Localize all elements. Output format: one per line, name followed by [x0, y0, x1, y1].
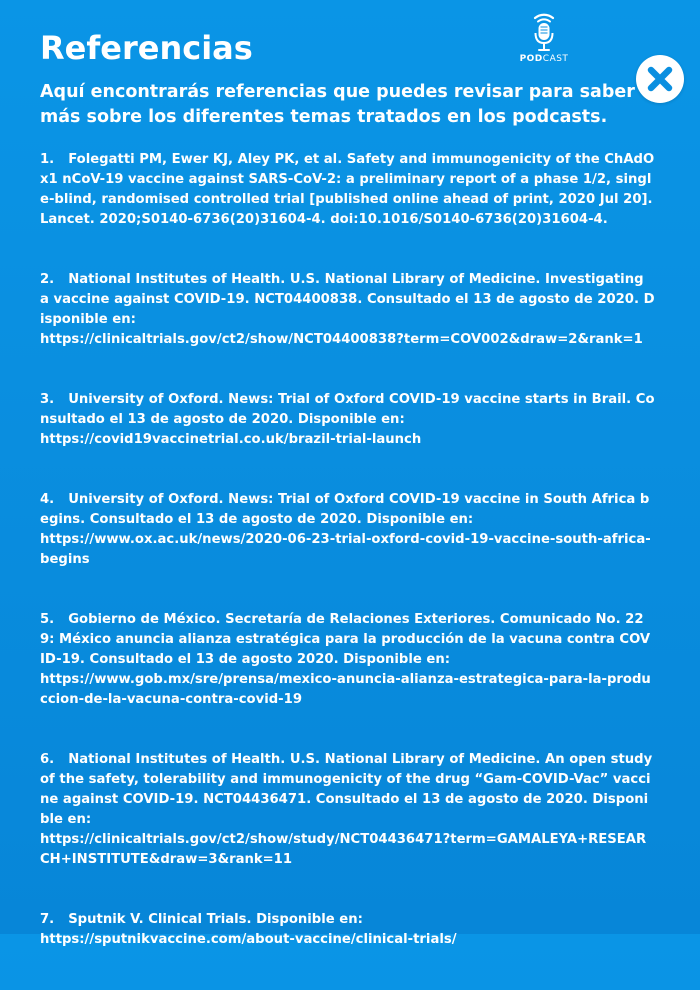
microphone-icon: [514, 12, 574, 52]
reference-number: 5.: [40, 612, 55, 627]
reference-text: Folegatti PM, Ewer KJ, Aley PK, et al. Safety and immunogenicity of the ChAdOx1 nCoV-19 vaccine against SARS-CoV-2: a preliminary report of a phase 1/2, single-blind, randomised controlled trial [published online ahead of print, 2020 Jul 20]. Lancet. 2020;S0140-6736(20)31604-4. doi:10.1016/S0140-6736(20)31604-4.: [40, 152, 655, 227]
reference-link[interactable]: https://www.gob.mx/sre/prensa/mexico-anuncia-alianza-estrategica-para-la-produccion-de-la-vacuna-contra-covid-19: [40, 672, 651, 707]
reference-item-6: [40, 750, 655, 870]
reference-text: Sputnik V. Clinical Trials. Disponible en:: [68, 912, 363, 927]
reference-link[interactable]: https://clinicaltrials.gov/ct2/show/NCT04400838?term=COV002&draw=2&rank=1: [40, 332, 643, 347]
reference-number: 2.: [40, 272, 55, 287]
reference-link[interactable]: https://sputnikvaccine.com/about-vaccine/clinical-trials/: [40, 932, 457, 947]
reference-text: University of Oxford. News: Trial of Oxford COVID-19 vaccine starts in Brail. Consultado el 13 de agosto de 2020. Disponible en:: [40, 392, 655, 427]
reference-number: 3.: [40, 392, 55, 407]
close-button[interactable]: [636, 55, 684, 103]
reference-number: 7.: [40, 912, 55, 927]
podcast-logo: [514, 12, 574, 74]
reference-item-1: [40, 150, 655, 230]
reference-item-2: [40, 270, 655, 350]
logo-text: [514, 54, 574, 64]
reference-text: National Institutes of Health. U.S. National Library of Medicine. An open study of the safety, tolerability and immunogenicity of the drug “Gam-COVID-Vac” vaccine against COVID-19. NCT04436471. Consultado el 13 de agosto de 2020. Disponible en:: [40, 752, 653, 827]
reference-number: 4.: [40, 492, 55, 507]
references-list: [40, 150, 655, 990]
reference-item-5: [40, 610, 655, 710]
reference-item-3: [40, 390, 655, 450]
reference-link[interactable]: https://clinicaltrials.gov/ct2/show/study/NCT04436471?term=GAMALEYA+RESEARCH+INSTITUTE&draw=3&rank=11: [40, 832, 647, 867]
page-subtitle: Aquí encontrarás referencias que puedes revisar para saber más sobre los diferentes temas tratados en los podcasts.: [40, 82, 635, 127]
logo-text-rest: CAST: [542, 54, 569, 64]
reference-text: University of Oxford. News: Trial of Oxford COVID-19 vaccine in South Africa begins. Consultado el 13 de agosto de 2020. Disponible en:: [40, 492, 650, 527]
reference-text: National Institutes of Health. U.S. National Library of Medicine. Investigating a vaccine against COVID-19. NCT04400838. Consultado el 13 de agosto de 2020. Disponible en:: [40, 272, 655, 327]
reference-link[interactable]: https://www.ox.ac.uk/news/2020-06-23-trial-oxford-covid-19-vaccine-south-africa-begins: [40, 532, 651, 567]
reference-item-7: [40, 910, 655, 950]
reference-link[interactable]: https://covid19vaccinetrial.co.uk/brazil-trial-launch: [40, 432, 422, 447]
reference-number: 6.: [40, 752, 55, 767]
reference-text: Gobierno de México. Secretaría de Relaciones Exteriores. Comunicado No. 229: México anuncia alianza estratégica para la producción de la vacuna contra COVID-19. Consultado el 13 de agosto 2020. Disponible en:: [40, 612, 651, 667]
close-icon[interactable]: [636, 55, 684, 103]
logo-text-bold: POD: [519, 54, 543, 64]
page-title: Referencias: [40, 29, 253, 67]
reference-number: 1.: [40, 152, 55, 167]
reference-item-4: [40, 490, 655, 570]
